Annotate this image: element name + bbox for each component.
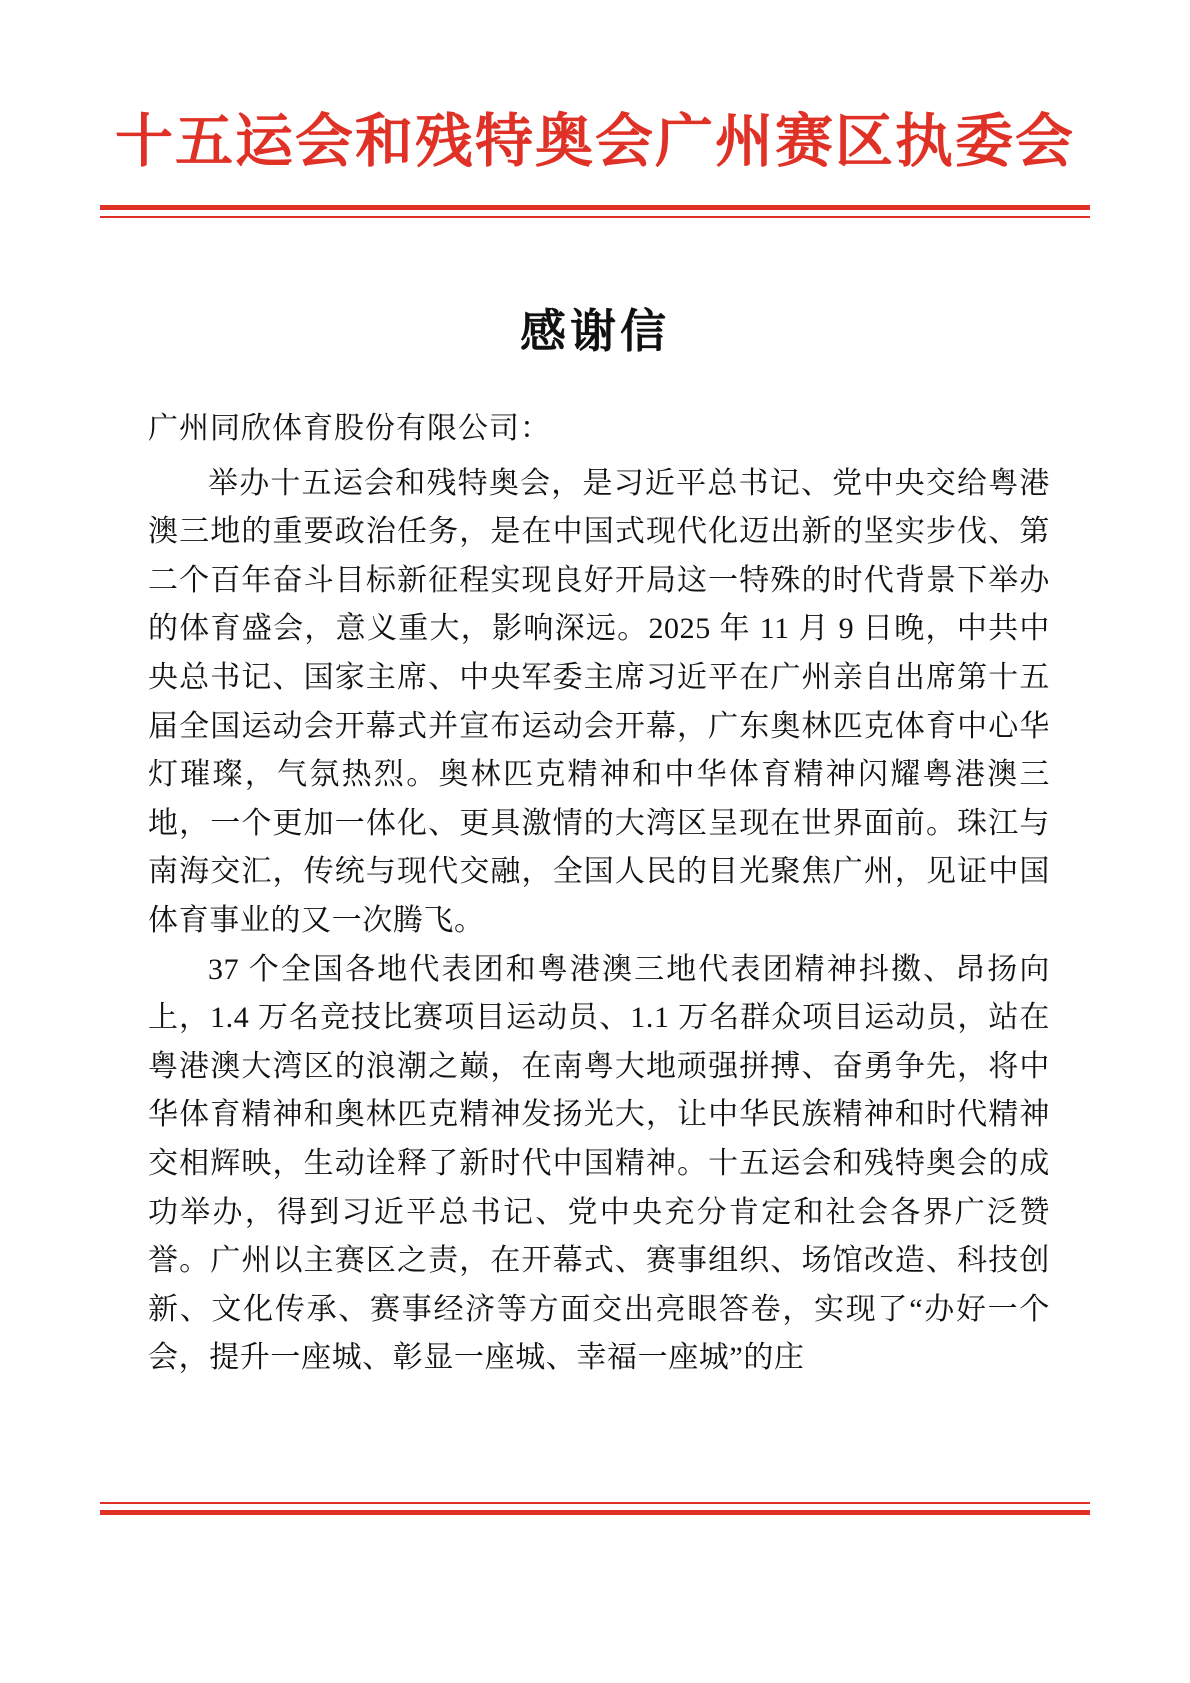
page-title: 感谢信 <box>520 306 670 357</box>
salutation: 广州同欣体育股份有限公司： <box>148 412 551 445</box>
header-rule-thin <box>100 216 1090 218</box>
body-paragraph-2: 37 个全国各地代表团和粤港澳三地代表团精神抖擞、昂扬向上，1.4 万名竞技比赛项目运动员、1.1 万名群众项目运动员，站在粤港澳大湾区的浪潮之巅，在南粤大地顽强拼搏、奋勇争先，将中华体育精神和奥林匹克精神发扬光大，让中华民族精神和时代精神交相辉映，生动诠释了新时代中国精神。十五运会和残特奥会的成功举办，得到习近平总书记、党中央充分肯定和社会各界广泛赞誉。广州以主赛区之责，在开幕式、赛事组织、场馆改造、科技创新、文化传承、赛事经济等方面交出亮眼答卷，实现了“办好一个会，提升一座城、彰显一座城、幸福一座城”的庄 <box>148 952 1050 1375</box>
body-paragraph-1: 举办十五运会和残特奥会，是习近平总书记、党中央交给粤港澳三地的重要政治任务，是在中国式现代化迈出新的坚实步伐、第二个百年奋斗目标新征程实现良好开局这一特殊的时代背景下举办的体育盛会，意义重大，影响深远。2025 年 11 月 9 日晚，中共中央总书记、国家主席、中央军委主席习近平在广州亲自出席第十五届全国运动会开幕式并宣布运动会开幕，广东奥林匹克体育中心华灯璀璨，气氛热烈。奥林匹克精神和中华体育精神闪耀粤港澳三地，一个更加一体化、更具激情的大湾区呈现在世界面前。珠江与南海交汇，传统与现代交融，全国人民的目光聚焦广州，见证中国体育事业的又一次腾飞。 <box>148 466 1050 937</box>
footer-rule-group <box>100 1502 1090 1515</box>
letterhead-organization: 十五运会和残特奥会广州赛区执委会 <box>114 109 1075 174</box>
footer-rule-thick <box>100 1510 1090 1515</box>
letter-body <box>148 405 1050 1383</box>
letterhead <box>0 110 1190 174</box>
header-rule-group <box>100 205 1090 218</box>
